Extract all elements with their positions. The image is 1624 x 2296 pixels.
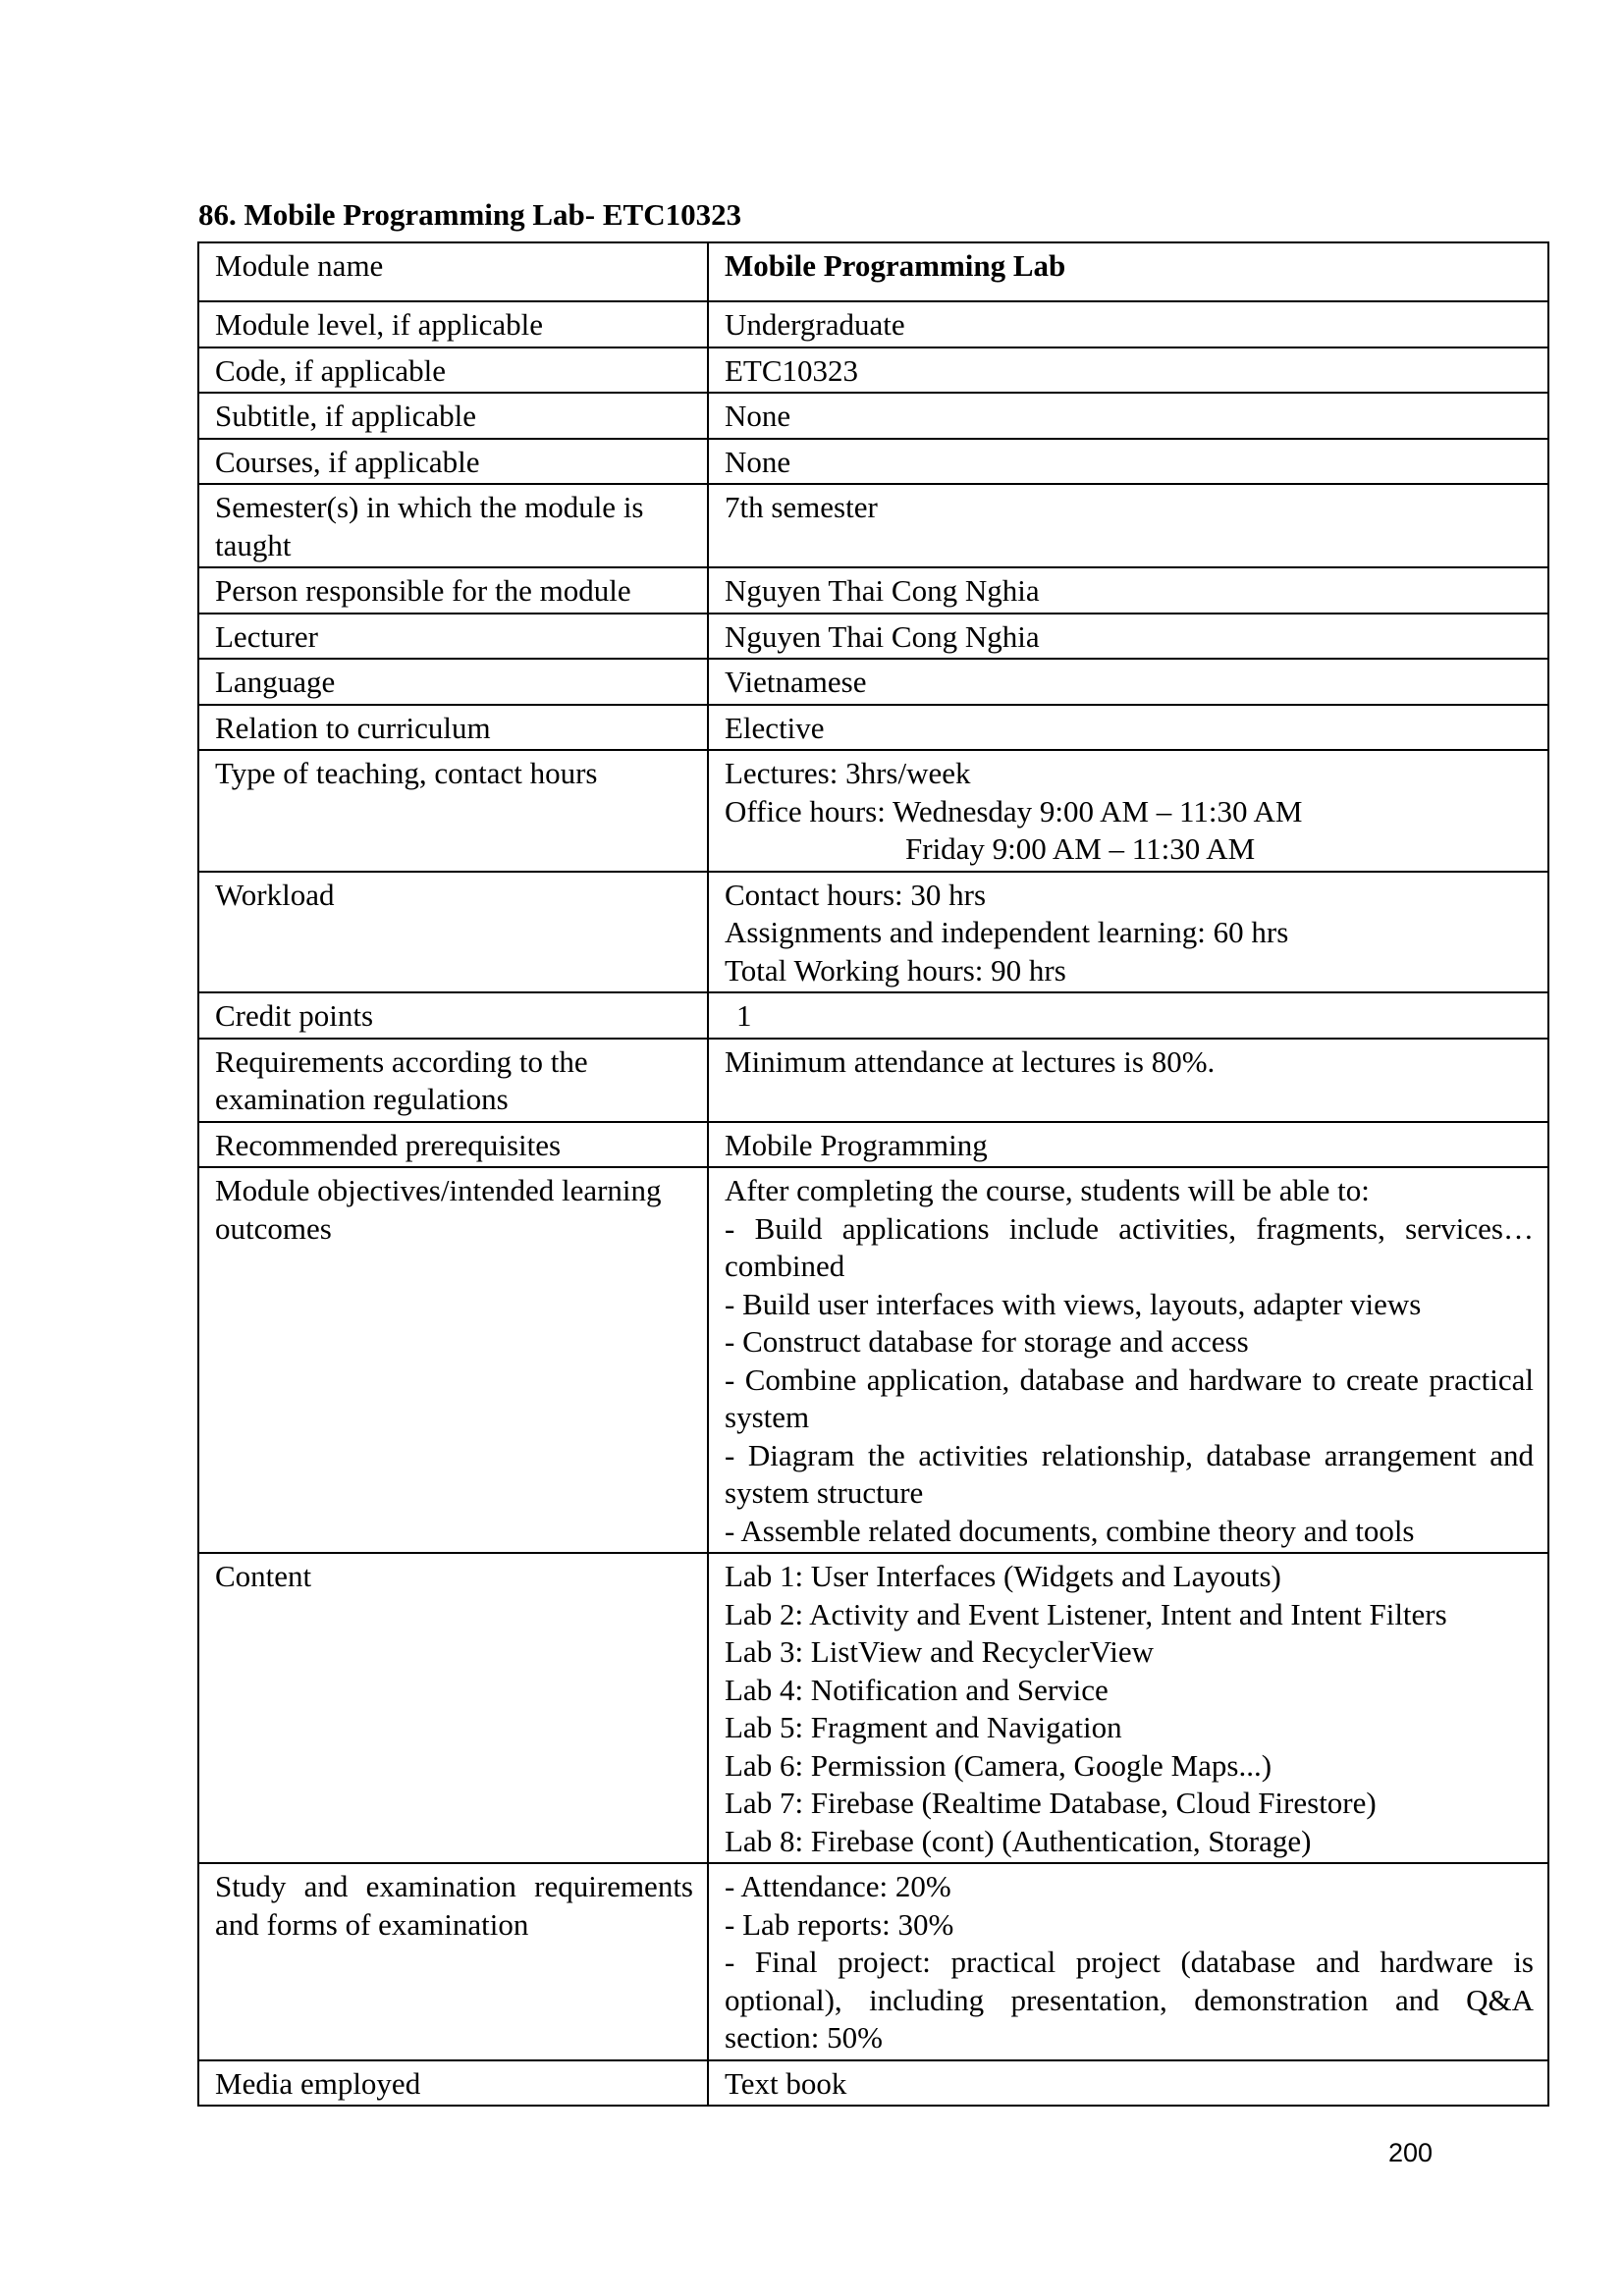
table-row bbox=[198, 705, 1548, 751]
row-value: Mobile Programming Lab bbox=[708, 242, 1548, 301]
value-line: Contact hours: 30 hrs bbox=[725, 877, 987, 912]
row-value: None bbox=[708, 393, 1548, 439]
row-label: Credit points bbox=[198, 992, 708, 1039]
value-line: - Build user interfaces with views, layouts, adapter views bbox=[725, 1286, 1422, 1321]
row-value bbox=[708, 992, 1548, 1039]
row-value bbox=[708, 1863, 1548, 2060]
row-value: 7th semester bbox=[708, 484, 1548, 567]
row-value: Undergraduate bbox=[708, 301, 1548, 347]
lab-item: Lab 1: User Interfaces (Widgets and Layouts) bbox=[725, 1559, 1281, 1593]
row-label: Module name bbox=[198, 242, 708, 301]
table-row bbox=[198, 439, 1548, 485]
row-value: Minimum attendance at lectures is 80%. bbox=[708, 1039, 1548, 1122]
table-row bbox=[198, 2060, 1548, 2107]
table-row bbox=[198, 393, 1548, 439]
table-row bbox=[198, 992, 1548, 1039]
value-line: - Final project: practical project (database and hardware is optional), including presentation, demonstration and Q&A section: 50% bbox=[725, 1945, 1534, 2055]
table-row bbox=[198, 484, 1548, 567]
row-label: Type of teaching, contact hours bbox=[198, 750, 708, 872]
row-label: Content bbox=[198, 1553, 708, 1863]
value-line: - Combine application, database and hardware to create practical system bbox=[725, 1362, 1534, 1434]
value-line: After completing the course, students will be able to: bbox=[725, 1173, 1370, 1207]
row-label: Courses, if applicable bbox=[198, 439, 708, 485]
row-label: Requirements according to the examination regulations bbox=[198, 1039, 708, 1122]
row-value: Text book bbox=[708, 2060, 1548, 2107]
value-line: Lectures: 3hrs/week bbox=[725, 756, 971, 790]
table-row bbox=[198, 1122, 1548, 1168]
row-label: Study and examination requirements and forms of examination bbox=[198, 1863, 708, 2060]
value-line: Total Working hours: 90 hrs bbox=[725, 952, 1066, 988]
row-value bbox=[708, 872, 1548, 993]
table-row bbox=[198, 659, 1548, 705]
value-line: - Assemble related documents, combine theory and tools bbox=[725, 1513, 1415, 1548]
lab-item: Lab 5: Fragment and Navigation bbox=[725, 1710, 1122, 1744]
value-line: Office hours: Wednesday 9:00 AM – 11:30 AM bbox=[725, 793, 1303, 828]
table-row bbox=[198, 301, 1548, 347]
row-value: Elective bbox=[708, 705, 1548, 751]
value-line: - Construct database for storage and access bbox=[725, 1324, 1249, 1359]
row-label: Module level, if applicable bbox=[198, 301, 708, 347]
table-row bbox=[198, 567, 1548, 614]
lab-item: Lab 3: ListView and RecyclerView bbox=[725, 1634, 1155, 1669]
value-line: - Build applications include activities, fragments, services… combined bbox=[725, 1210, 1534, 1283]
table-row bbox=[198, 1863, 1548, 2060]
table-row bbox=[198, 872, 1548, 993]
row-value bbox=[708, 1553, 1548, 1863]
table-row bbox=[198, 1167, 1548, 1553]
table-row bbox=[198, 1553, 1548, 1863]
row-label: Lecturer bbox=[198, 614, 708, 660]
row-label: Semester(s) in which the module is taught bbox=[198, 484, 708, 567]
row-label: Relation to curriculum bbox=[198, 705, 708, 751]
row-label: Code, if applicable bbox=[198, 347, 708, 394]
table-row bbox=[198, 242, 1548, 301]
row-label: Workload bbox=[198, 872, 708, 993]
table-row bbox=[198, 614, 1548, 660]
value-line: - Attendance: 20% bbox=[725, 1869, 951, 1903]
value-line: Friday 9:00 AM – 11:30 AM bbox=[905, 831, 1256, 866]
lab-item: Lab 6: Permission (Camera, Google Maps...) bbox=[725, 1747, 1272, 1783]
row-label: Person responsible for the module bbox=[198, 567, 708, 614]
row-value: ETC10323 bbox=[708, 347, 1548, 394]
credit-value: 1 bbox=[736, 998, 752, 1033]
lab-item: Lab 4: Notification and Service bbox=[725, 1672, 1109, 1707]
row-value: Nguyen Thai Cong Nghia bbox=[708, 614, 1548, 660]
table-row bbox=[198, 347, 1548, 394]
table-row bbox=[198, 750, 1548, 872]
row-value: Nguyen Thai Cong Nghia bbox=[708, 567, 1548, 614]
row-label: Subtitle, if applicable bbox=[198, 393, 708, 439]
row-label: Media employed bbox=[198, 2060, 708, 2107]
lab-item: Lab 8: Firebase (cont) (Authentication, Storage) bbox=[725, 1823, 1312, 1858]
row-value: Mobile Programming bbox=[708, 1122, 1548, 1168]
table-row bbox=[198, 1039, 1548, 1122]
row-label: Module objectives/intended learning outcomes bbox=[198, 1167, 708, 1553]
lab-item: Lab 7: Firebase (Realtime Database, Cloud Firestore) bbox=[725, 1786, 1377, 1820]
row-value: None bbox=[708, 439, 1548, 485]
value-line: Assignments and independent learning: 60 hrs bbox=[725, 915, 1289, 949]
row-value bbox=[708, 1167, 1548, 1553]
lab-item: Lab 2: Activity and Event Listener, Intent and Intent Filters bbox=[725, 1596, 1447, 1631]
page-number: 200 bbox=[1388, 2138, 1434, 2167]
section-title: 86. Mobile Programming Lab- ETC10323 bbox=[198, 197, 742, 232]
row-value bbox=[708, 750, 1548, 872]
value-line: - Lab reports: 30% bbox=[725, 1906, 954, 1942]
row-value: Vietnamese bbox=[708, 659, 1548, 705]
row-label: Language bbox=[198, 659, 708, 705]
value-line: - Diagram the activities relationship, database arrangement and system structure bbox=[725, 1437, 1534, 1510]
row-label: Recommended prerequisites bbox=[198, 1122, 708, 1168]
module-description-table bbox=[197, 241, 1549, 2107]
